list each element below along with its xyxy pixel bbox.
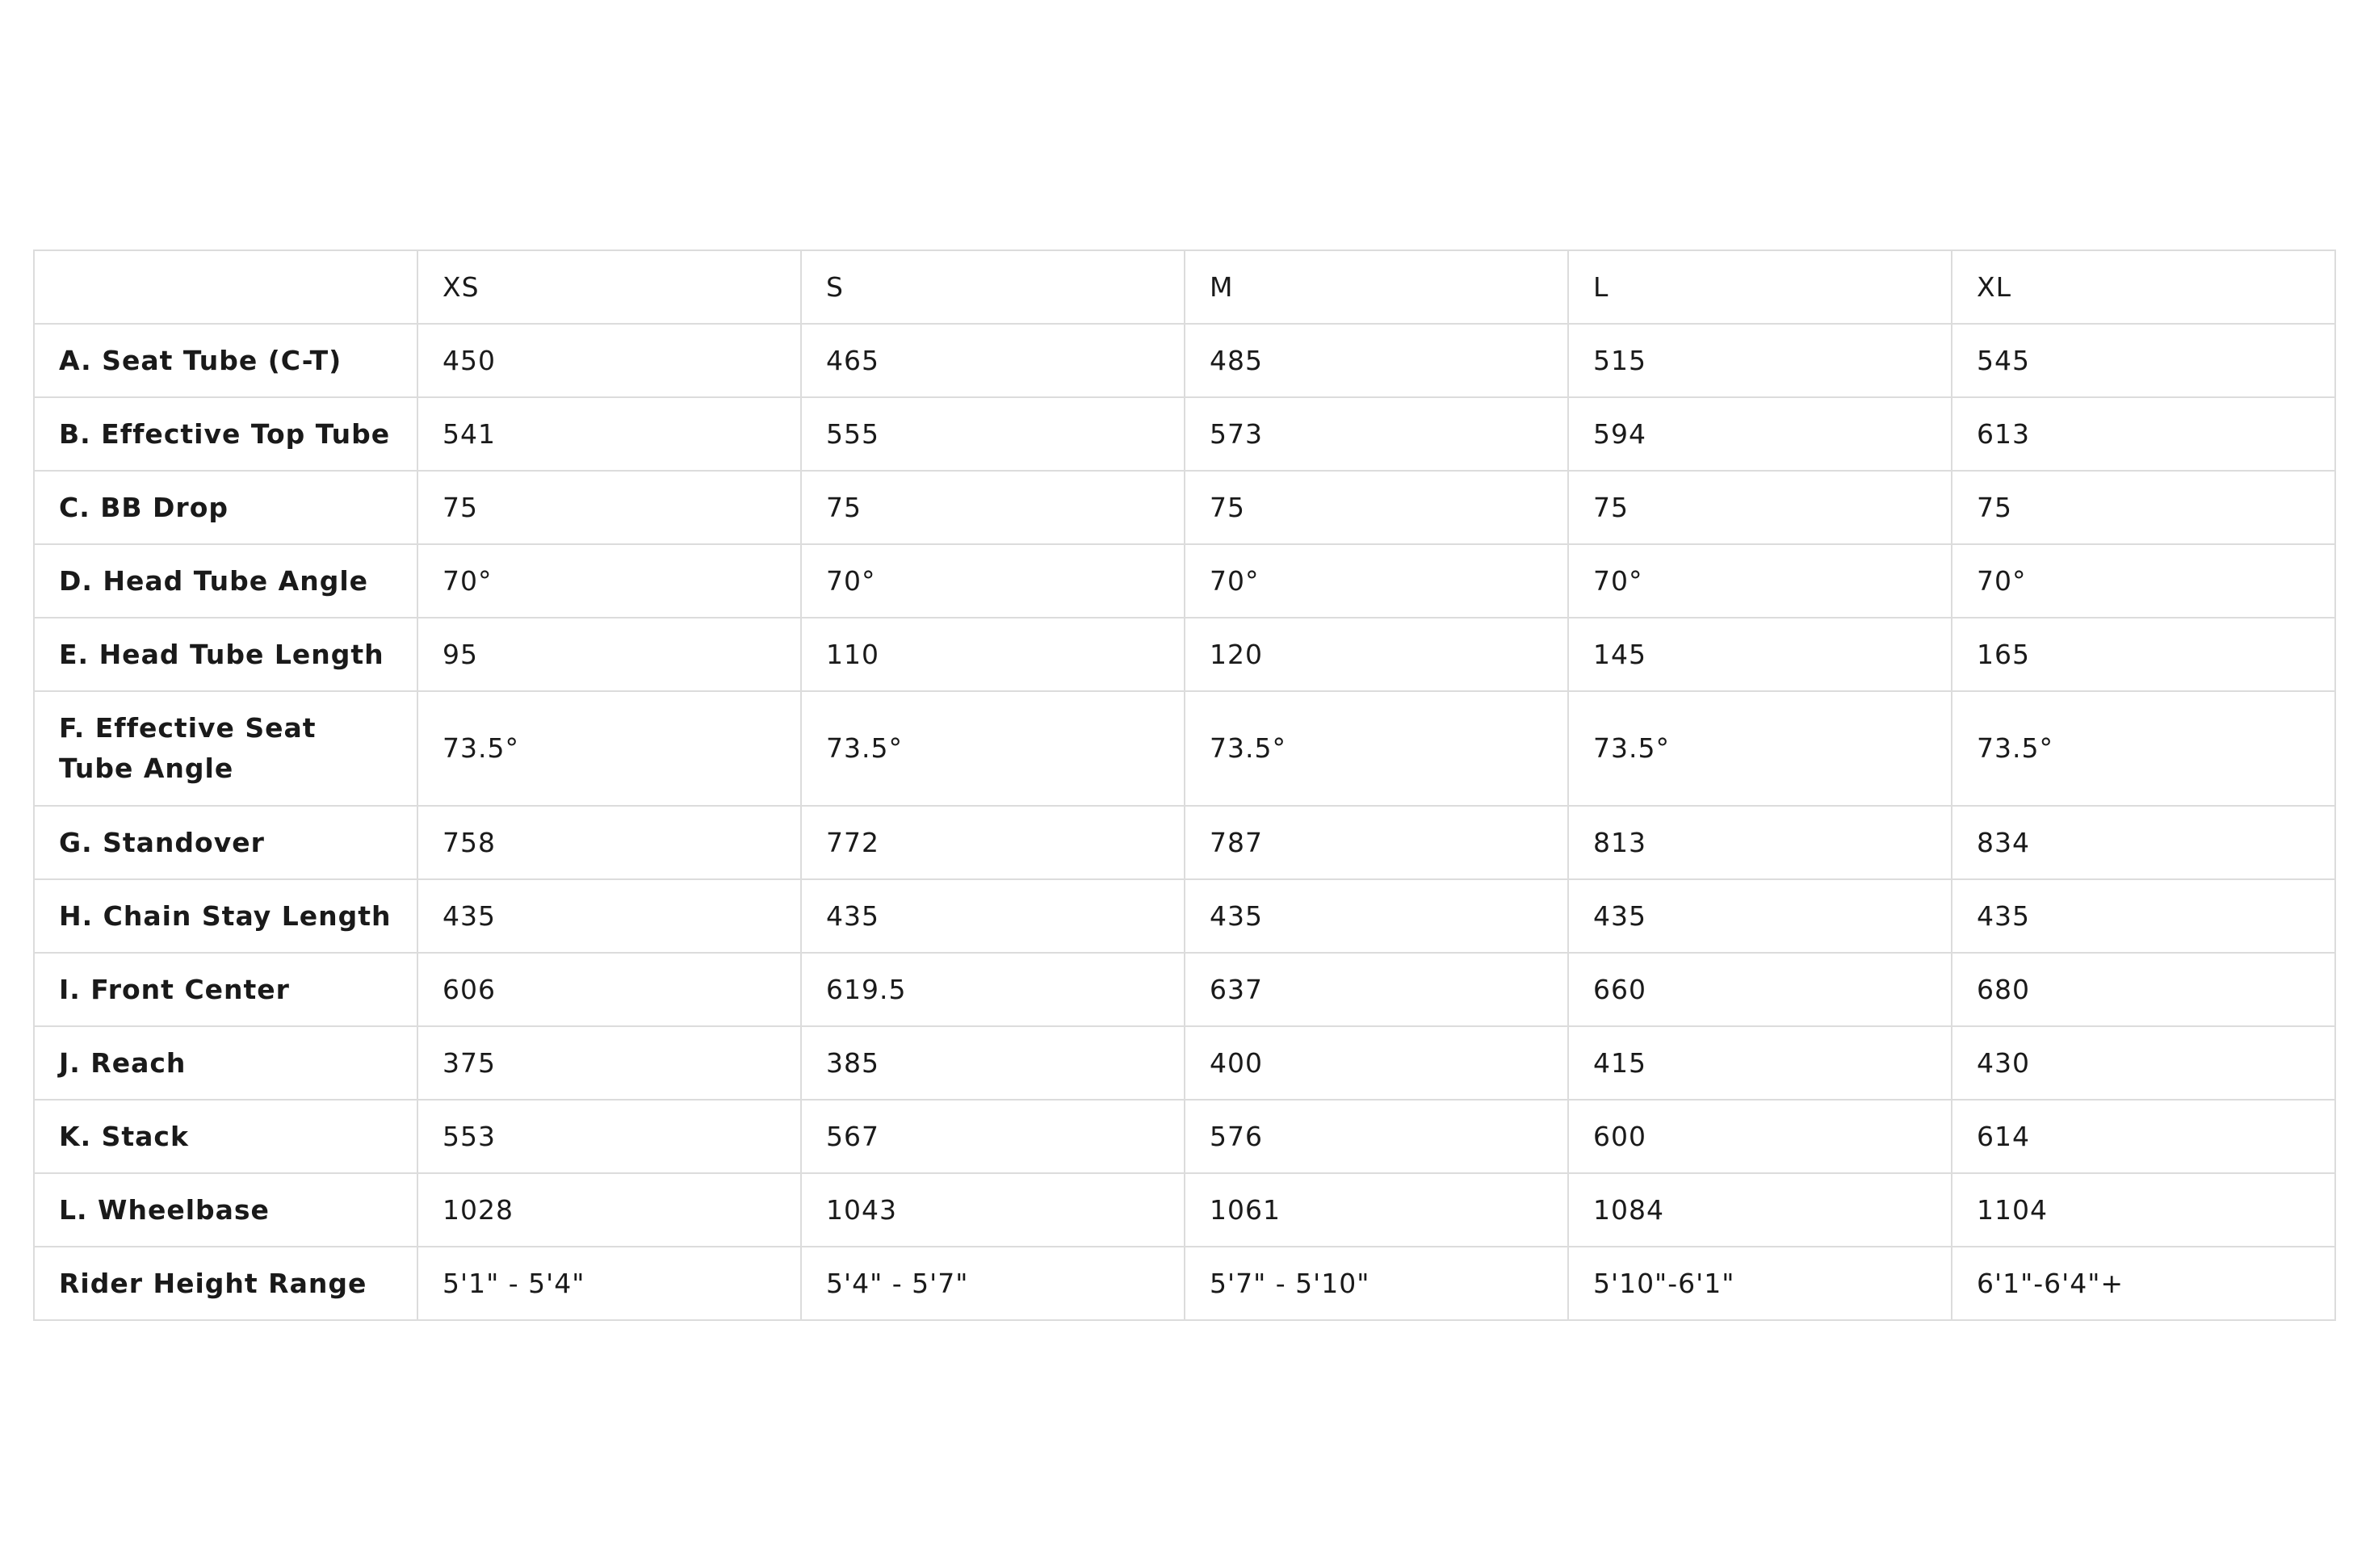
table-cell: 435 (1185, 879, 1568, 953)
table-row (34, 1247, 2335, 1320)
table-cell: 145 (1568, 618, 1952, 691)
table-cell: 813 (1568, 806, 1952, 879)
corner-cell (34, 250, 417, 324)
table-cell: 375 (417, 1026, 801, 1100)
size-header-xs: XS (417, 250, 801, 324)
table-cell: 5'7" - 5'10" (1185, 1247, 1568, 1320)
table-cell: 5'10"-6'1" (1568, 1247, 1952, 1320)
table-cell: 6'1"-6'4"+ (1952, 1247, 2335, 1320)
row-label: K. Stack (34, 1100, 417, 1173)
table-cell: 541 (417, 397, 801, 471)
table-cell: 545 (1952, 324, 2335, 397)
table-cell: 834 (1952, 806, 2335, 879)
row-label: Rider Height Range (34, 1247, 417, 1320)
table-row (34, 879, 2335, 953)
table-cell: 1084 (1568, 1173, 1952, 1247)
table-cell: 73.5° (417, 691, 801, 806)
table-cell: 1043 (801, 1173, 1185, 1247)
table-cell: 1104 (1952, 1173, 2335, 1247)
header-row (34, 250, 2335, 324)
table-cell: 435 (417, 879, 801, 953)
size-header-xl: XL (1952, 250, 2335, 324)
row-label: E. Head Tube Length (34, 618, 417, 691)
table-cell: 619.5 (801, 953, 1185, 1026)
table-cell: 5'1" - 5'4" (417, 1247, 801, 1320)
table-cell: 567 (801, 1100, 1185, 1173)
table-cell: 613 (1952, 397, 2335, 471)
table-cell: 400 (1185, 1026, 1568, 1100)
table-cell: 576 (1185, 1100, 1568, 1173)
table-cell: 555 (801, 397, 1185, 471)
table-row (34, 397, 2335, 471)
row-label: F. Effective Seat Tube Angle (34, 691, 417, 806)
geometry-table (33, 249, 2336, 1321)
table-cell: 614 (1952, 1100, 2335, 1173)
row-label: J. Reach (34, 1026, 417, 1100)
row-label: A. Seat Tube (C-T) (34, 324, 417, 397)
row-label: I. Front Center (34, 953, 417, 1026)
table-cell: 75 (1568, 471, 1952, 544)
table-cell: 660 (1568, 953, 1952, 1026)
table-cell: 430 (1952, 1026, 2335, 1100)
table-cell: 120 (1185, 618, 1568, 691)
table-cell: 70° (417, 544, 801, 618)
table-cell: 1061 (1185, 1173, 1568, 1247)
table-row (34, 544, 2335, 618)
table-cell: 450 (417, 324, 801, 397)
row-label: L. Wheelbase (34, 1173, 417, 1247)
table-row (34, 691, 2335, 806)
table-cell: 95 (417, 618, 801, 691)
table-row (34, 471, 2335, 544)
table-row (34, 806, 2335, 879)
table-cell: 415 (1568, 1026, 1952, 1100)
row-label: C. BB Drop (34, 471, 417, 544)
table-cell: 553 (417, 1100, 801, 1173)
size-header-m: M (1185, 250, 1568, 324)
table-cell: 165 (1952, 618, 2335, 691)
table-cell: 75 (1185, 471, 1568, 544)
table-cell: 73.5° (1568, 691, 1952, 806)
table-cell: 485 (1185, 324, 1568, 397)
table-cell: 515 (1568, 324, 1952, 397)
table-cell: 435 (1568, 879, 1952, 953)
size-header-l: L (1568, 250, 1952, 324)
table-cell: 465 (801, 324, 1185, 397)
row-label: B. Effective Top Tube (34, 397, 417, 471)
table-row (34, 1100, 2335, 1173)
table-cell: 637 (1185, 953, 1568, 1026)
table-cell: 600 (1568, 1100, 1952, 1173)
table-cell: 5'4" - 5'7" (801, 1247, 1185, 1320)
table-cell: 70° (1185, 544, 1568, 618)
table-cell: 70° (801, 544, 1185, 618)
table-cell: 385 (801, 1026, 1185, 1100)
table-row (34, 324, 2335, 397)
table-row (34, 618, 2335, 691)
table-cell: 435 (1952, 879, 2335, 953)
row-label: H. Chain Stay Length (34, 879, 417, 953)
table-row (34, 1173, 2335, 1247)
table-cell: 1028 (417, 1173, 801, 1247)
row-label: D. Head Tube Angle (34, 544, 417, 618)
table-cell: 594 (1568, 397, 1952, 471)
table-row (34, 1026, 2335, 1100)
table-row (34, 953, 2335, 1026)
table-cell: 73.5° (801, 691, 1185, 806)
table-cell: 73.5° (1185, 691, 1568, 806)
table-cell: 73.5° (1952, 691, 2335, 806)
table-cell: 70° (1952, 544, 2335, 618)
table-cell: 787 (1185, 806, 1568, 879)
table-cell: 606 (417, 953, 801, 1026)
table-cell: 680 (1952, 953, 2335, 1026)
row-label: G. Standover (34, 806, 417, 879)
table-cell: 435 (801, 879, 1185, 953)
table-cell: 758 (417, 806, 801, 879)
size-header-s: S (801, 250, 1185, 324)
table-cell: 110 (801, 618, 1185, 691)
table-cell: 75 (801, 471, 1185, 544)
table-cell: 573 (1185, 397, 1568, 471)
table-cell: 75 (417, 471, 801, 544)
table-cell: 75 (1952, 471, 2335, 544)
table-cell: 70° (1568, 544, 1952, 618)
table-cell: 772 (801, 806, 1185, 879)
